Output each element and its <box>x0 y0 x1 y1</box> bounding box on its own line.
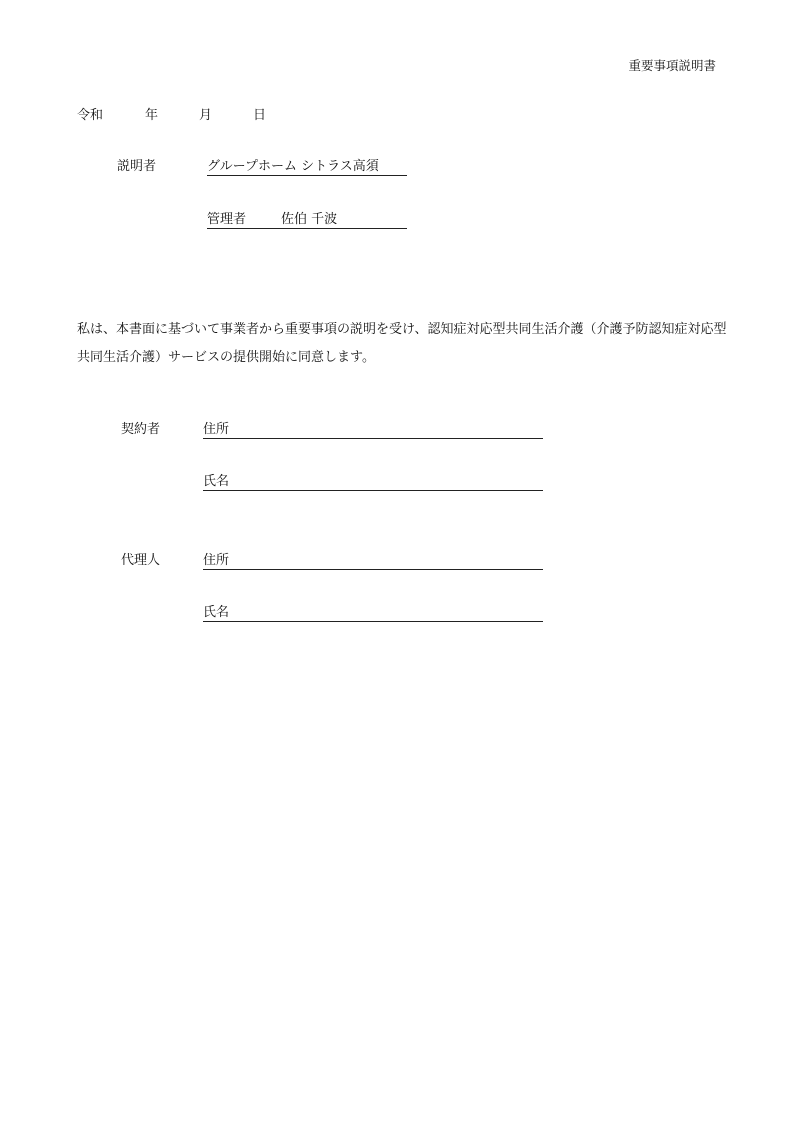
agent-name-label: 氏名 <box>203 605 230 620</box>
date-year-label: 年 <box>145 108 159 123</box>
explainer-organization: グループホーム シトラス高須 <box>207 160 407 176</box>
agent-address-label: 住所 <box>203 553 230 568</box>
contractor-address-field[interactable] <box>203 423 543 439</box>
consent-statement: 私は、本書面に基づいて事業者から重要事項の説明を受け、認知症対応型共同生活介護（介護予防認知症対応型共同生活介護）サービスの提供開始に同意します。 <box>77 322 727 365</box>
contractor-address-label: 住所 <box>203 422 230 437</box>
contractor-name-field[interactable] <box>203 475 543 491</box>
manager-name: 佐伯 千波 <box>281 212 338 227</box>
contractor-name-label: 氏名 <box>203 474 230 489</box>
explainer-manager <box>207 213 407 229</box>
document-title: 重要事項説明書 <box>628 58 716 73</box>
contractor-label: 契約者 <box>121 422 161 437</box>
manager-role: 管理者 <box>207 212 247 227</box>
agent-name-field[interactable] <box>203 606 543 622</box>
agent-address-field[interactable] <box>203 554 543 570</box>
explainer-label: 説明者 <box>117 159 157 174</box>
date-day-label: 日 <box>253 108 267 123</box>
date-month-label: 月 <box>199 108 213 123</box>
agent-label: 代理人 <box>121 553 161 568</box>
date-era: 令和 <box>77 108 104 123</box>
